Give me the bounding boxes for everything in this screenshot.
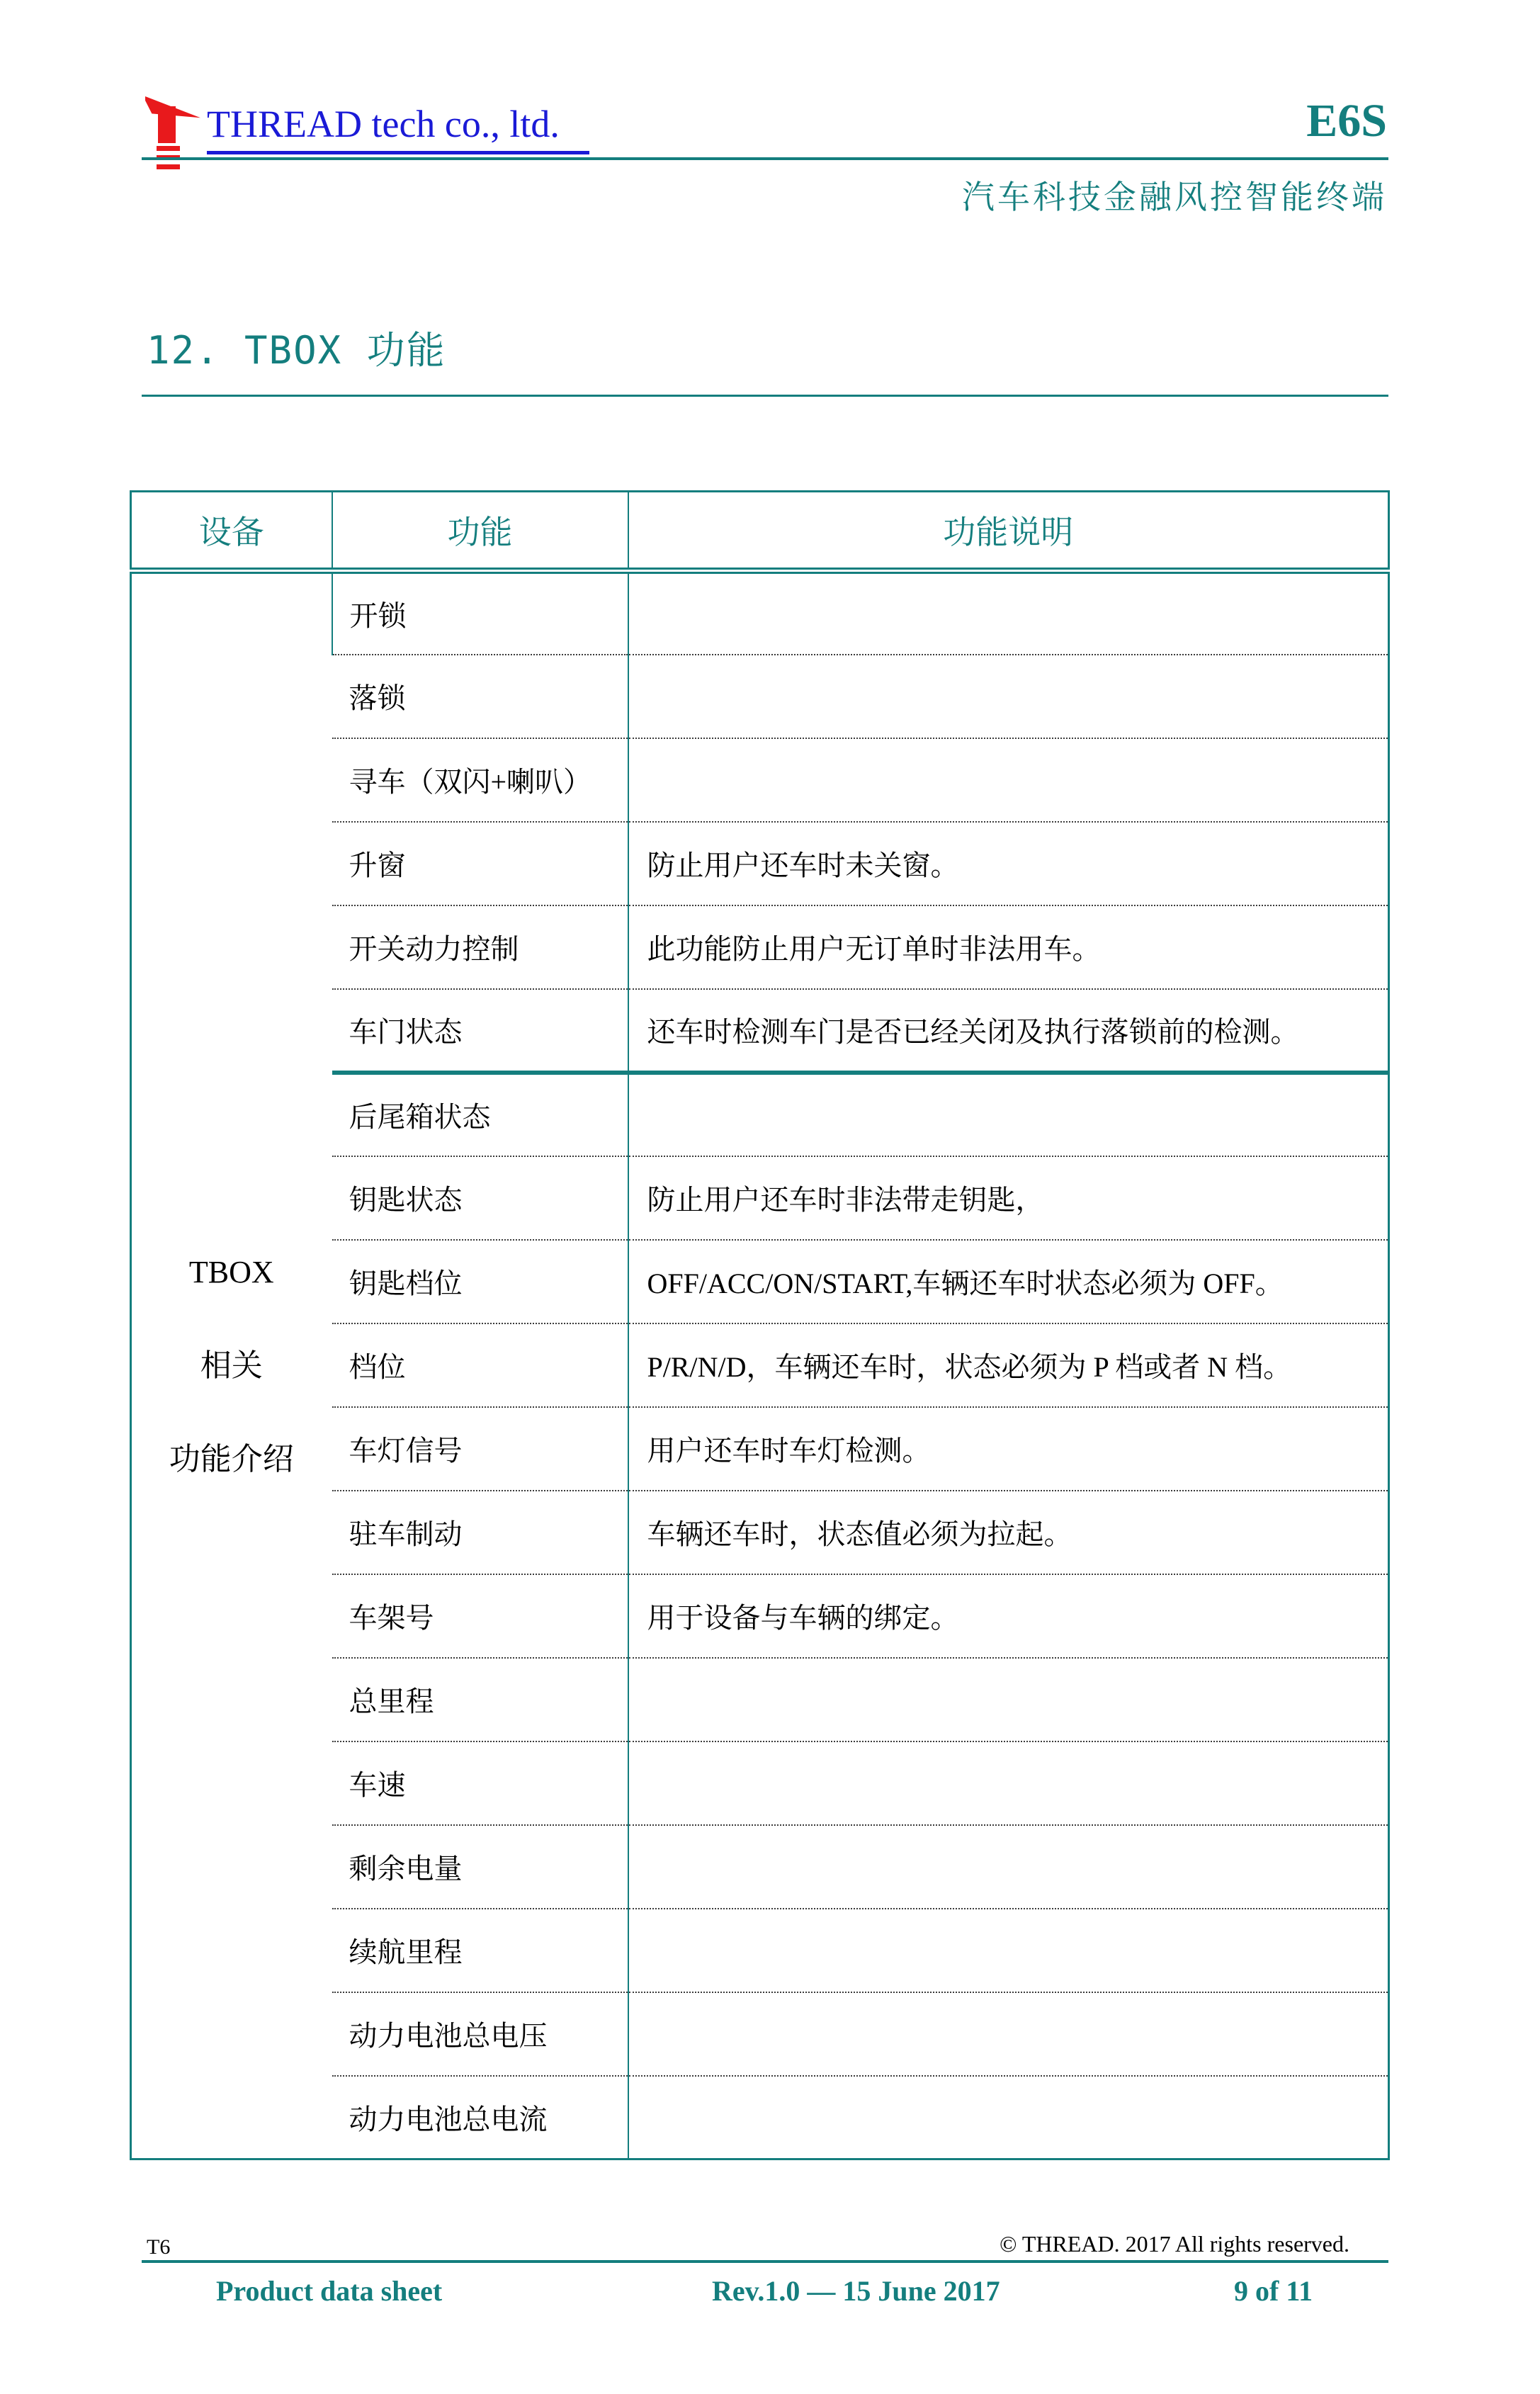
logo-stripe <box>157 164 180 169</box>
function-cell: 开锁 <box>332 571 628 655</box>
function-cell: 钥匙状态 <box>332 1156 628 1240</box>
description-cell <box>628 1825 1389 1909</box>
table-header <box>131 492 1389 571</box>
header-subtitle: 汽车科技金融风控智能终端 <box>962 179 1387 215</box>
column-header-description: 功能说明 <box>628 492 1389 571</box>
table-row <box>131 571 1389 655</box>
header-divider-line <box>142 157 1388 160</box>
company-name: THREAD tech co., ltd. <box>207 103 589 154</box>
column-header-device: 设备 <box>131 492 332 571</box>
function-cell: 动力电池总电压 <box>332 1992 628 2076</box>
footer-page-number: 9 of 11 <box>1234 2275 1313 2307</box>
function-cell: 后尾箱状态 <box>332 1073 628 1156</box>
function-cell: 剩余电量 <box>332 1825 628 1909</box>
function-cell: 开关动力控制 <box>332 905 628 989</box>
function-cell: 升窗 <box>332 822 628 905</box>
table-body <box>131 571 1389 2159</box>
description-cell: 用户还车时车灯检测。 <box>628 1407 1389 1491</box>
footer-doc-type: Product data sheet <box>216 2275 443 2307</box>
device-cell <box>131 571 332 2159</box>
description-cell <box>628 1992 1389 2076</box>
function-cell: 落锁 <box>332 655 628 738</box>
function-cell: 钥匙档位 <box>332 1240 628 1323</box>
description-cell: 用于设备与车辆的绑定。 <box>628 1574 1389 1658</box>
footer-divider-line <box>142 2260 1388 2263</box>
footer-revision: Rev.1.0 — 15 June 2017 <box>712 2275 1000 2307</box>
footer-copyright: © THREAD. 2017 All rights reserved. <box>1000 2231 1349 2257</box>
function-cell: 车架号 <box>332 1574 628 1658</box>
function-cell: 寻车（双闪+喇叭） <box>332 738 628 822</box>
description-cell: 车辆还车时，状态值必须为拉起。 <box>628 1491 1389 1574</box>
section-title: 12. TBOX 功能 <box>147 328 446 373</box>
function-cell: 车门状态 <box>332 989 628 1073</box>
logo-stem-shape <box>158 106 176 143</box>
product-code: E6S <box>1306 95 1387 147</box>
device-label-line: 功能介绍 <box>169 1442 294 1477</box>
function-cell: 驻车制动 <box>332 1491 628 1574</box>
description-cell <box>628 571 1389 655</box>
tbox-function-table <box>130 490 1390 2160</box>
column-header-function: 功能 <box>332 492 628 571</box>
section-title-underline <box>142 395 1388 397</box>
description-cell <box>628 655 1389 738</box>
description-cell <box>628 738 1389 822</box>
description-cell <box>628 1741 1389 1825</box>
description-cell <box>628 1658 1389 1741</box>
description-cell: 还车时检测车门是否已经关闭及执行落锁前的检测。 <box>628 989 1389 1073</box>
description-cell: OFF/ACC/ON/START,车辆还车时状态必须为 OFF。 <box>628 1240 1389 1323</box>
function-cell: 续航里程 <box>332 1909 628 1992</box>
device-label-line: 相关 <box>200 1348 263 1383</box>
description-cell: 防止用户还车时非法带走钥匙， <box>628 1156 1389 1240</box>
function-cell: 动力电池总电流 <box>349 2103 548 2135</box>
device-label-line: TBOX <box>188 1255 274 1289</box>
description-cell: P/R/N/D，车辆还车时，状态必须为 P 档或者 N 档。 <box>628 1323 1389 1407</box>
function-cell: 档位 <box>332 1323 628 1407</box>
description-cell: 此功能防止用户无订单时非法用车。 <box>628 905 1389 989</box>
function-cell: 车速 <box>332 1741 628 1825</box>
table-header-row <box>131 492 1389 571</box>
description-cell <box>628 1909 1389 1992</box>
logo-stripe <box>157 146 180 151</box>
function-cell: 总里程 <box>332 1658 628 1741</box>
footer-doc-code: T6 <box>147 2235 171 2259</box>
description-cell: 防止用户还车时未关窗。 <box>628 822 1389 905</box>
description-cell <box>628 1073 1389 1156</box>
description-cell <box>628 2076 1389 2159</box>
function-cell: 车灯信号 <box>332 1407 628 1491</box>
